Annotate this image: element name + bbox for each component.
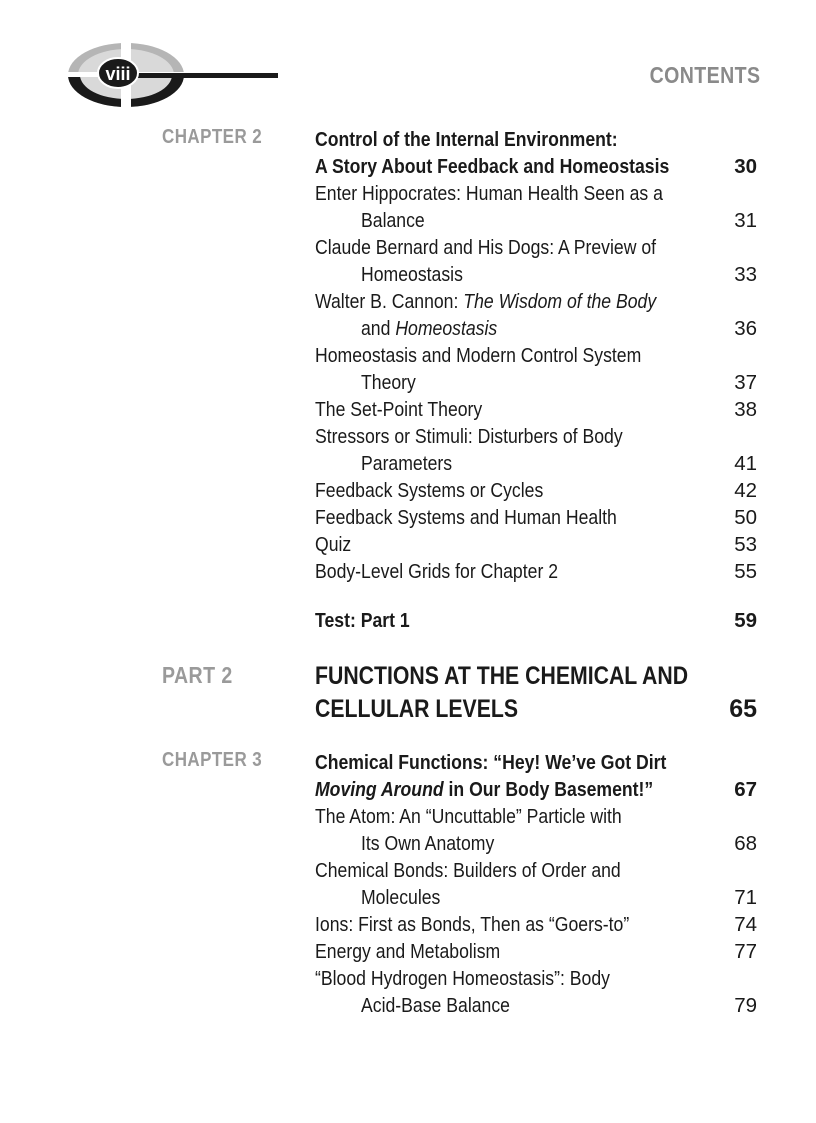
toc-entry[interactable]: Walter B. Cannon: The Wisdom of the Body	[315, 290, 657, 313]
toc-entry[interactable]: Homeostasis and Modern Control System	[315, 344, 642, 367]
page-ref: 55	[734, 560, 757, 583]
toc-entry[interactable]: Balance 31	[361, 209, 757, 232]
chapter-2-block	[315, 126, 757, 585]
page-ref: 36	[734, 317, 757, 340]
page-ref: 37	[734, 371, 757, 394]
part-title: CELLULAR LEVELS	[315, 695, 519, 723]
page-ref: 42	[734, 479, 757, 502]
toc-entry[interactable]: Body-Level Grids for Chapter 2 55	[315, 560, 757, 583]
page-ref: 79	[734, 994, 757, 1017]
toc-entry[interactable]: Feedback Systems or Cycles 42	[315, 479, 757, 502]
page-ref: 65	[729, 695, 757, 723]
chapter-3-label: CHAPTER 3	[162, 749, 263, 771]
page-number-logo	[66, 40, 286, 110]
page-ref: 33	[734, 263, 757, 286]
page-ref: 71	[734, 886, 757, 909]
header-rule	[126, 73, 278, 78]
part-title: FUNCTIONS AT THE CHEMICAL AND	[315, 662, 689, 690]
page-ref: 41	[734, 452, 757, 475]
toc-entry[interactable]: Molecules 71	[361, 886, 757, 909]
toc-entry[interactable]: Acid-Base Balance 79	[361, 994, 757, 1017]
page-ref: 59	[734, 609, 757, 632]
page-number: viii	[105, 64, 131, 84]
toc-entry[interactable]: Parameters 41	[361, 452, 757, 475]
page-ref: 74	[734, 913, 757, 936]
page-ref: 53	[734, 533, 757, 556]
toc-entry[interactable]: Feedback Systems and Human Health 50	[315, 506, 757, 529]
chapter-3-block	[315, 749, 757, 1019]
page-ref: 77	[734, 940, 757, 963]
toc-entry[interactable]: Enter Hippocrates: Human Health Seen as a	[315, 182, 663, 205]
toc-entry[interactable]: “Blood Hydrogen Homeostasis”: Body	[315, 967, 610, 990]
toc-entry[interactable]: and Homeostasis 36	[361, 317, 757, 340]
section-title: CONTENTS	[649, 62, 760, 88]
chapter-title: Chemical Functions: “Hey! We’ve Got Dirt	[315, 751, 667, 774]
page-ref: 30	[734, 155, 757, 178]
chapter-title: Moving Around in Our Body Basement!” 67	[315, 778, 757, 801]
page-ref: 31	[734, 209, 757, 232]
toc-entry[interactable]: The Atom: An “Uncuttable” Particle with	[315, 805, 622, 828]
page-ref: 38	[734, 398, 757, 421]
toc-entry[interactable]: Stressors or Stimuli: Disturbers of Body	[315, 425, 623, 448]
page-ref: 67	[734, 778, 757, 801]
toc-entry[interactable]: Theory 37	[361, 371, 757, 394]
page-ref: 50	[734, 506, 757, 529]
toc-entry[interactable]: Quiz 53	[315, 533, 757, 556]
page-ref: 68	[734, 832, 757, 855]
test-entry[interactable]	[315, 607, 757, 634]
chapter-title: Control of the Internal Environment:	[315, 128, 618, 151]
toc-entry[interactable]: Its Own Anatomy 68	[361, 832, 757, 855]
toc-entry[interactable]: Homeostasis 33	[361, 263, 757, 286]
toc-entry[interactable]: The Set-Point Theory 38	[315, 398, 757, 421]
part-2-label: PART 2	[162, 662, 233, 688]
toc-entry[interactable]: Claude Bernard and His Dogs: A Preview of	[315, 236, 657, 259]
toc-entry[interactable]: Chemical Bonds: Builders of Order and	[315, 859, 621, 882]
toc-entry[interactable]: Energy and Metabolism 77	[315, 940, 757, 963]
toc-entry[interactable]: Ions: First as Bonds, Then as “Goers-to” 74	[315, 913, 757, 936]
chapter-title: A Story About Feedback and Homeostasis 30	[315, 155, 757, 178]
test-title: Test: Part 1	[315, 609, 410, 632]
chapter-2-label: CHAPTER 2	[162, 126, 263, 148]
part-2-block[interactable]	[315, 660, 757, 726]
